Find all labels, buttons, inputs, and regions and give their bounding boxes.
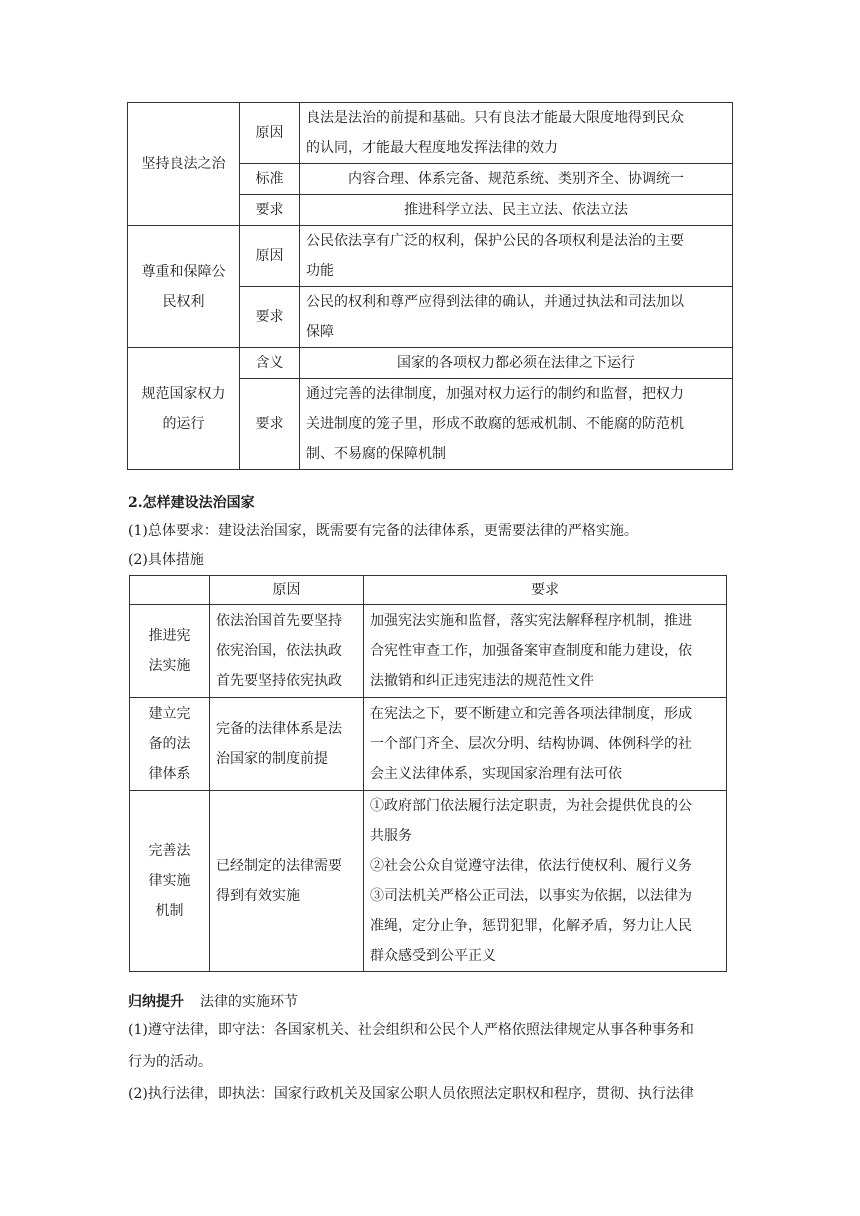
measure-reason: 已经制定的法律需要 得到有效实施: [210, 791, 364, 972]
table-row: [128, 348, 733, 379]
row-label: 含义: [240, 348, 300, 379]
summary-heading: [128, 991, 298, 1013]
measure-requirement: ①政府部门依法履行法定职责，为社会提供优良的公 共服务 ②社会公众自觉遵守法律，依法行使权利、履行义务 ③司法机关严格公正司法，以事实为依据，以法律为 准绳，定分止争，惩罚犯罪，化解矛盾，努力让人民 群众感受到公平正义: [364, 791, 727, 972]
row-content: 良法是法治的前提和基础。只有良法才能最大限度地得到民众 的认同，才能最大程度地发挥法律的效力: [300, 103, 733, 164]
table-row: [130, 791, 727, 972]
measure-name: 完善法 律实施 机制: [130, 791, 210, 972]
section-good-law: 坚持良法之治: [128, 103, 240, 226]
measure-name: 推进宪 法实施: [130, 605, 210, 698]
section-heading: 2.怎样建设法治国家: [128, 495, 255, 511]
row-label: 原因: [240, 103, 300, 164]
header-requirement: 要求: [364, 576, 727, 605]
summary-title: 法律的实施环节: [200, 994, 298, 1010]
table-row: [130, 605, 727, 698]
measure-reason: 依法治国首先要坚持 依宪治国，依法执政 首先要坚持依宪执政: [210, 605, 364, 698]
measure-requirement: 加强宪法实施和监督，落实宪法解释程序机制，推进 合宪性审查工作，加强备案审查制度和能力建设，依 法撤销和纠正违宪违法的规范性文件: [364, 605, 727, 698]
table-row: [128, 226, 733, 287]
table-header-row: [130, 576, 727, 605]
section-citizen-rights: 尊重和保障公 民权利: [128, 226, 240, 348]
header-empty: [130, 576, 210, 605]
table-row: [130, 698, 727, 791]
row-label: 要求: [240, 195, 300, 226]
row-content: 推进科学立法、民主立法、依法立法: [300, 195, 733, 226]
row-content: 公民的权利和尊严应得到法律的确认，并通过执法和司法加以 保障: [300, 287, 733, 348]
row-label: 要求: [240, 379, 300, 470]
row-content: 内容合理、体系完备、规范系统、类别齐全、协调统一: [300, 164, 733, 195]
measure-requirement: 在宪法之下，要不断建立和完善各项法律制度，形成 一个部门齐全、层次分明、结构协调、体例科学的社 会主义法律体系，实现国家治理有法可依: [364, 698, 727, 791]
summary-paragraph-2: (2)执行法律，即执法：国家行政机关及国家公职人员依照法定职权和程序，贯彻、执行法律: [128, 1086, 694, 1102]
summary-paragraph-1: (1)遵守法律，即守法：各国家机关、社会组织和公民个人严格依照法律规定从事各种事务和 行为的活动。: [128, 1022, 694, 1070]
section-state-power: 规范国家权力 的运行: [128, 348, 240, 470]
table-row: [128, 103, 733, 164]
overall-requirement: (1)总体要求：建设法治国家，既需要有完备的法律体系，更需要法律的严格实施。: [128, 523, 638, 539]
specific-measures-label: (2)具体措施: [128, 552, 204, 568]
row-label: 标准: [240, 164, 300, 195]
row-label: 原因: [240, 226, 300, 287]
principles-table: [127, 102, 733, 470]
row-content: 通过完善的法律制度，加强对权力运行的制约和监督，把权力 关进制度的笼子里，形成不敢腐的惩戒机制、不能腐的防范机 制、不易腐的保障机制: [300, 379, 733, 470]
header-reason: 原因: [210, 576, 364, 605]
row-content: 公民依法享有广泛的权利，保护公民的各项权利是法治的主要 功能: [300, 226, 733, 287]
measures-table: [129, 575, 727, 972]
row-label: 要求: [240, 287, 300, 348]
measure-name: 建立完 备的法 律体系: [130, 698, 210, 791]
summary-label: 归纳提升: [128, 994, 184, 1010]
measure-reason: 完备的法律体系是法 治国家的制度前提: [210, 698, 364, 791]
row-content: 国家的各项权力都必须在法律之下运行: [300, 348, 733, 379]
